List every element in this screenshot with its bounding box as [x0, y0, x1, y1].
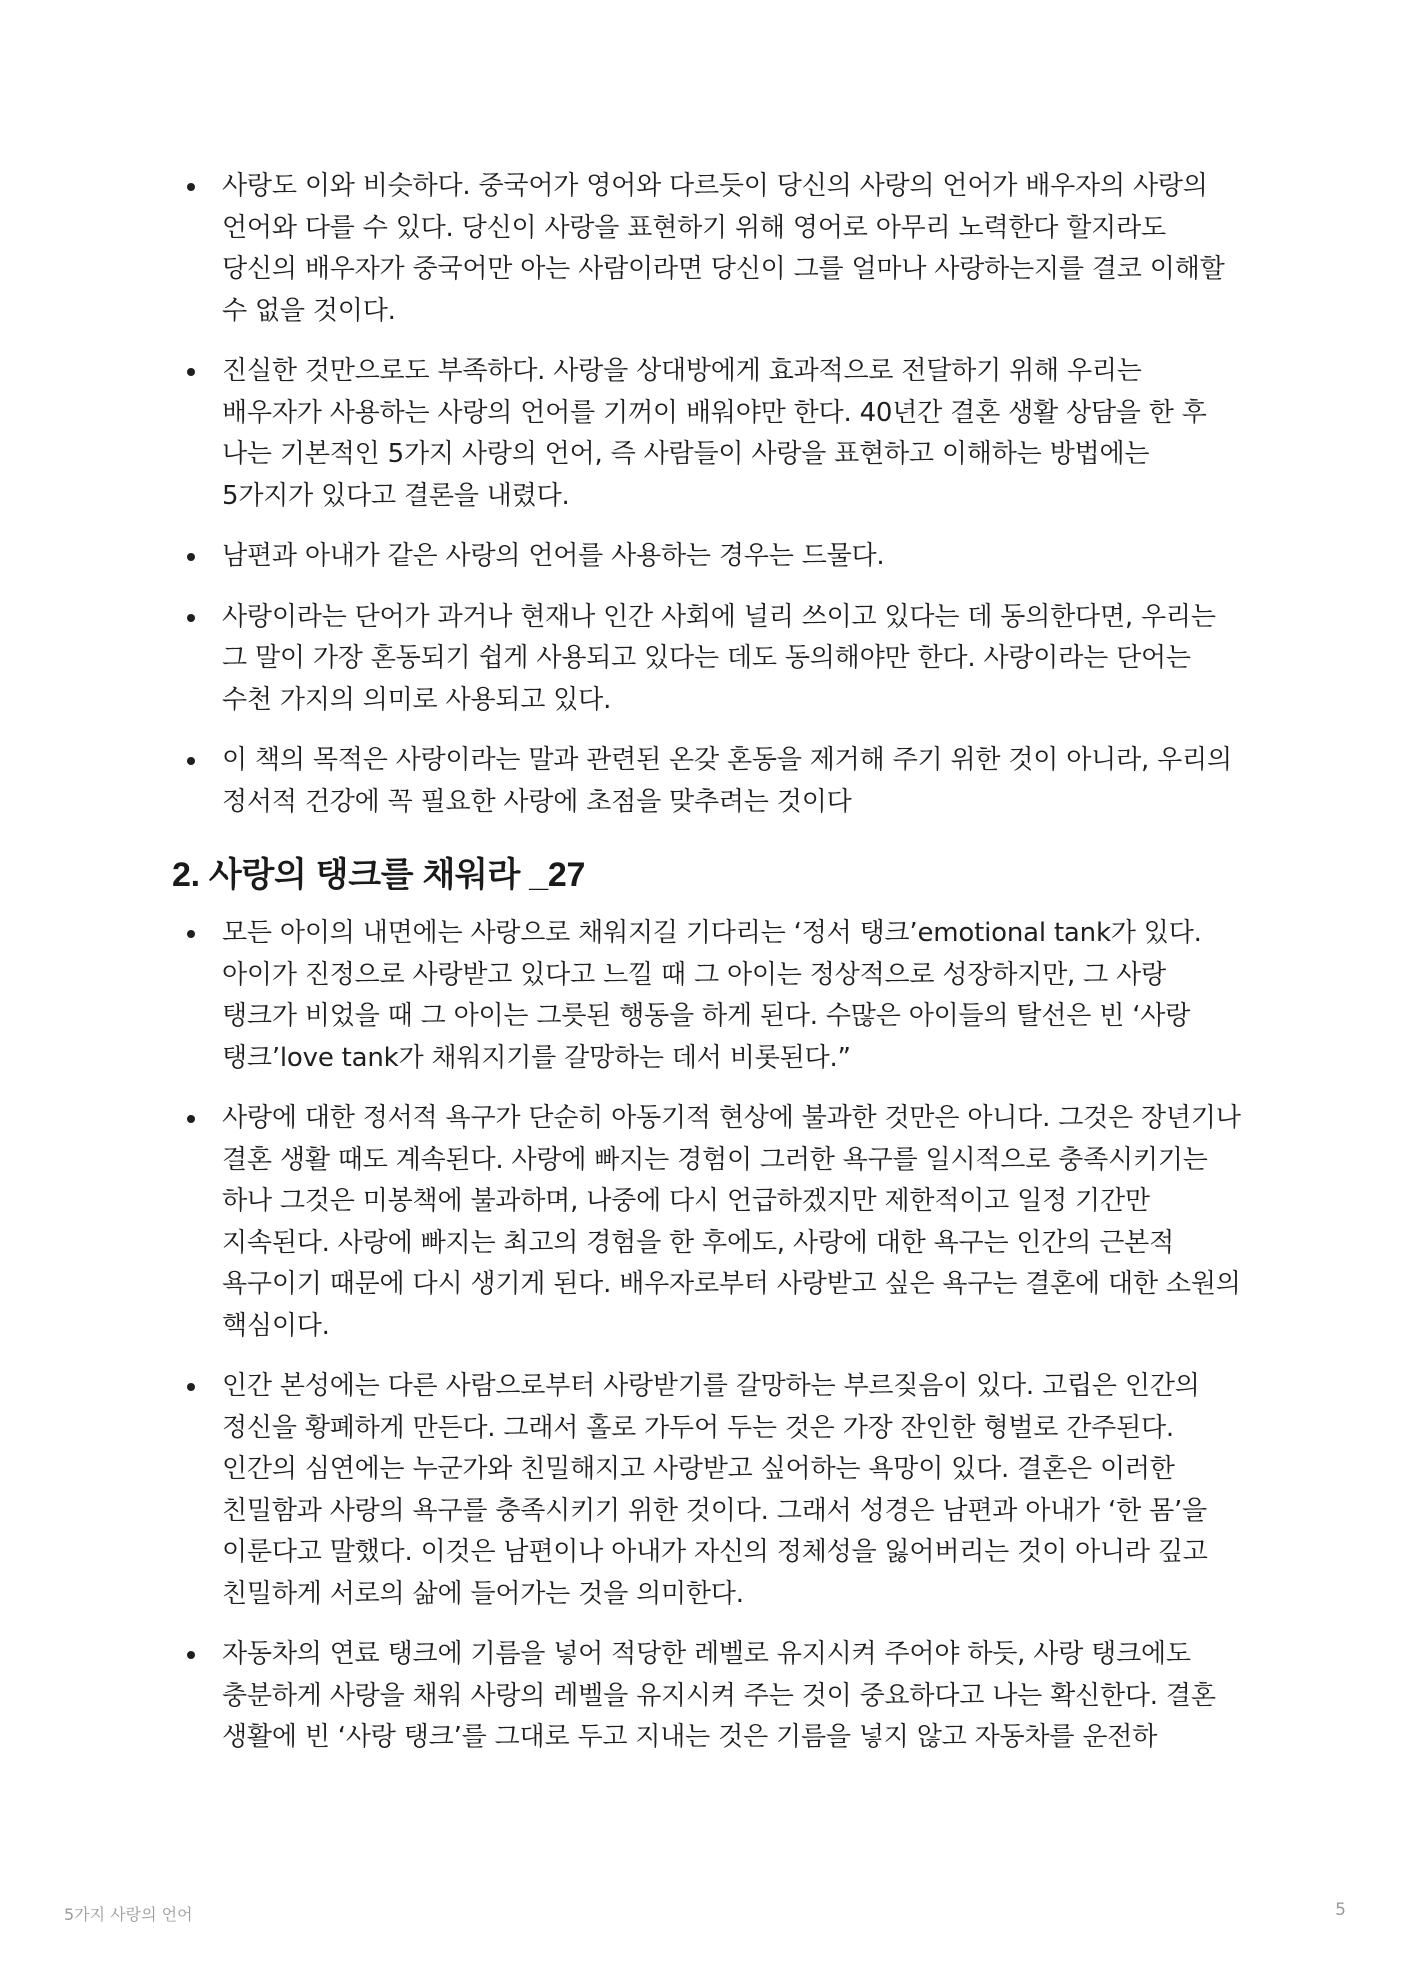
bullet-item: 사랑이라는 단어가 과거나 현재나 인간 사회에 널리 쓰이고 있다는 데 동의한다면, 우리는 그 말이 가장 혼동되기 쉽게 사용되고 있다는 데도 동의해야만 한다. 사랑이라는 단어는 수천 가지의 의미로 사용되고 있다. — [172, 597, 1248, 722]
bullet-item: 사랑에 대한 정서적 욕구가 단순히 아동기적 현상에 불과한 것만은 아니다. 그것은 장년기나 결혼 생활 때도 계속된다. 사랑에 빠지는 경험이 그러한 욕구를 일시적으로 충족시키기는 하나 그것은 미봉책에 불과하며, 나중에 다시 언급하겠지만 제한적이고 일정 기간만 지속된다. 사랑에 빠지는 최고의 경험을 한 후에도, 사랑에 대한 욕구는 인간의 근본적 욕구이기 때문에 다시 생기게 된다. 배우자로부터 사랑받고 싶은 욕구는 결혼에 대한 소원의 핵심이다. — [172, 1098, 1248, 1347]
bullet-item: 진실한 것만으로도 부족하다. 사랑을 상대방에게 효과적으로 전달하기 위해 우리는 배우자가 사용하는 사랑의 언어를 기꺼이 배워야만 한다. 40년간 결혼 생활 상담을 한 후 나는 기본적인 5가지 사랑의 언어, 즉 사람들이 사랑을 표현하고 이해하는 방법에는 5가지가 있다고 결론을 내렸다. — [172, 351, 1248, 517]
bullet-item: 인간 본성에는 다른 사람으로부터 사랑받기를 갈망하는 부르짖음이 있다. 고립은 인간의 정신을 황폐하게 만든다. 그래서 홀로 가두어 두는 것은 가장 잔인한 형벌로 간주된다. 인간의 심연에는 누군가와 친밀해지고 사랑받고 싶어하는 욕망이 있다. 결혼은 이러한 친밀함과 사랑의 욕구를 충족시키기 위한 것이다. 그래서 성경은 남편과 아내가 ‘한 몸’을 이룬다고 말했다. 이것은 남편이나 아내가 자신의 정체성을 잃어버리는 것이 아니라 깊고 친밀하게 서로의 삶에 들어가는 것을 의미한다. — [172, 1366, 1248, 1615]
bullet-item: 이 책의 목적은 사랑이라는 말과 관련된 온갖 혼동을 제거해 주기 위한 것이 아니라, 우리의 정서적 건강에 꼭 필요한 사랑에 초점을 맞추려는 것이다 — [172, 740, 1248, 823]
bullet-item: 모든 아이의 내면에는 사랑으로 채워지길 기다리는 ‘정서 탱크’emotional tank가 있다. 아이가 진정으로 사랑받고 있다고 느낄 때 그 아이는 정상적으로 성장하지만, 그 사랑 탱크가 비었을 때 그 아이는 그릇된 행동을 하게 된다. 수많은 아이들의 탈선은 빈 ‘사랑 탱크’love tank가 채워지기를 갈망하는 데서 비롯된다.” — [172, 913, 1248, 1079]
page-content — [172, 166, 1248, 1778]
footer-book-title: 5가지 사랑의 언어 — [64, 1905, 193, 1924]
bullet-list-love-tank — [172, 913, 1248, 1759]
bullet-item: 남편과 아내가 같은 사랑의 언어를 사용하는 경우는 드물다. — [172, 536, 1248, 578]
bullet-item: 사랑도 이와 비슷하다. 중국어가 영어와 다르듯이 당신의 사랑의 언어가 배우자의 사랑의 언어와 다를 수 있다. 당신이 사랑을 표현하기 위해 영어로 아무리 노력한다 할지라도 당신의 배우자가 중국어만 아는 사람이라면 당신이 그를 얼마나 사랑하는지를 결코 이해할 수 없을 것이다. — [172, 166, 1248, 332]
bullet-item: 자동차의 연료 탱크에 기름을 넣어 적당한 레벨로 유지시켜 주어야 하듯, 사랑 탱크에도 충분하게 사랑을 채워 사랑의 레벨을 유지시켜 주는 것이 중요하다고 나는 확신한다. 결혼 생활에 빈 ‘사랑 탱크’를 그대로 두고 지내는 것은 기름을 넣지 않고 자동차를 운전하 — [172, 1634, 1248, 1759]
footer-page-number: 5 — [1335, 1900, 1346, 1920]
section-heading: 2. 사랑의 탱크를 채워라 _27 — [172, 856, 586, 894]
bullet-list-intro — [172, 166, 1248, 823]
